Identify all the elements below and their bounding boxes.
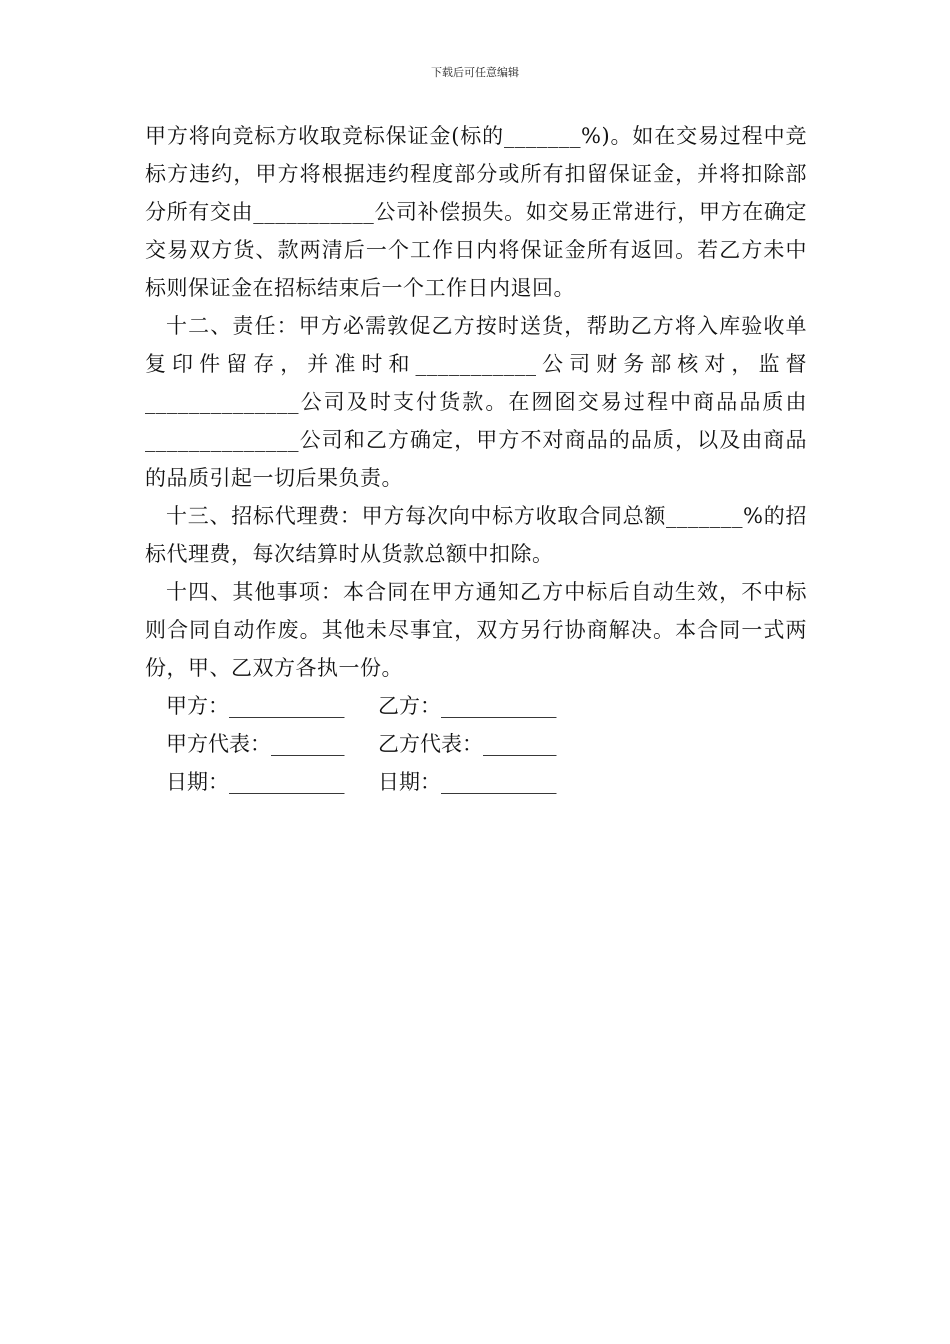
paragraph-clause-12: 十二、责任：甲方必需敦促乙方按时送货，帮助乙方将入库验收单复印件留存，并准时和___________公司财务部核对，监督______________公司及时支付货款。在囫囵交易过程中商品品质由______________公司和乙方确定，甲方不对商品的品质，以及由商品的品质引起一切后果负责。 xyxy=(145,314,807,490)
signature-row-representative xyxy=(145,725,807,763)
signature-row-party xyxy=(145,687,807,725)
party-a-field: 甲方：___________ xyxy=(166,694,345,718)
party-b-date-field: 日期：___________ xyxy=(378,770,557,794)
paragraph-clause-13: 十三、招标代理费：甲方每次向中标方收取合同总额_______%的招标代理费，每次结算时从货款总额中扣除。 xyxy=(145,504,807,566)
contract-body xyxy=(145,117,807,801)
paragraph-clause-14: 十四、其他事项：本合同在甲方通知乙方中标后自动生效，不中标则合同自动作废。其他未尽事宜，双方另行协商解决。本合同一式两份，甲、乙双方各执一份。 xyxy=(145,580,807,680)
paragraph-deposit: 甲方将向竞标方收取竞标保证金(标的_______%)。如在交易过程中竞标方违约，甲方将根据违约程度部分或所有扣留保证金，并将扣除部分所有交由___________公司补偿损失。如交易正常进行，甲方在确定交易双方货、款两清后一个工作日内将保证金所有返回。若乙方未中标则保证金在招标结束后一个工作日内退回。 xyxy=(145,124,807,300)
party-a-representative-field: 甲方代表：_______ xyxy=(166,732,345,756)
party-b-representative-field: 乙方代表：_______ xyxy=(378,732,557,756)
signature-row-date xyxy=(145,763,807,801)
party-b-field: 乙方：___________ xyxy=(378,694,557,718)
party-a-date-field: 日期：___________ xyxy=(166,770,345,794)
page-header-note: 下载后可任意编辑 xyxy=(431,66,519,79)
